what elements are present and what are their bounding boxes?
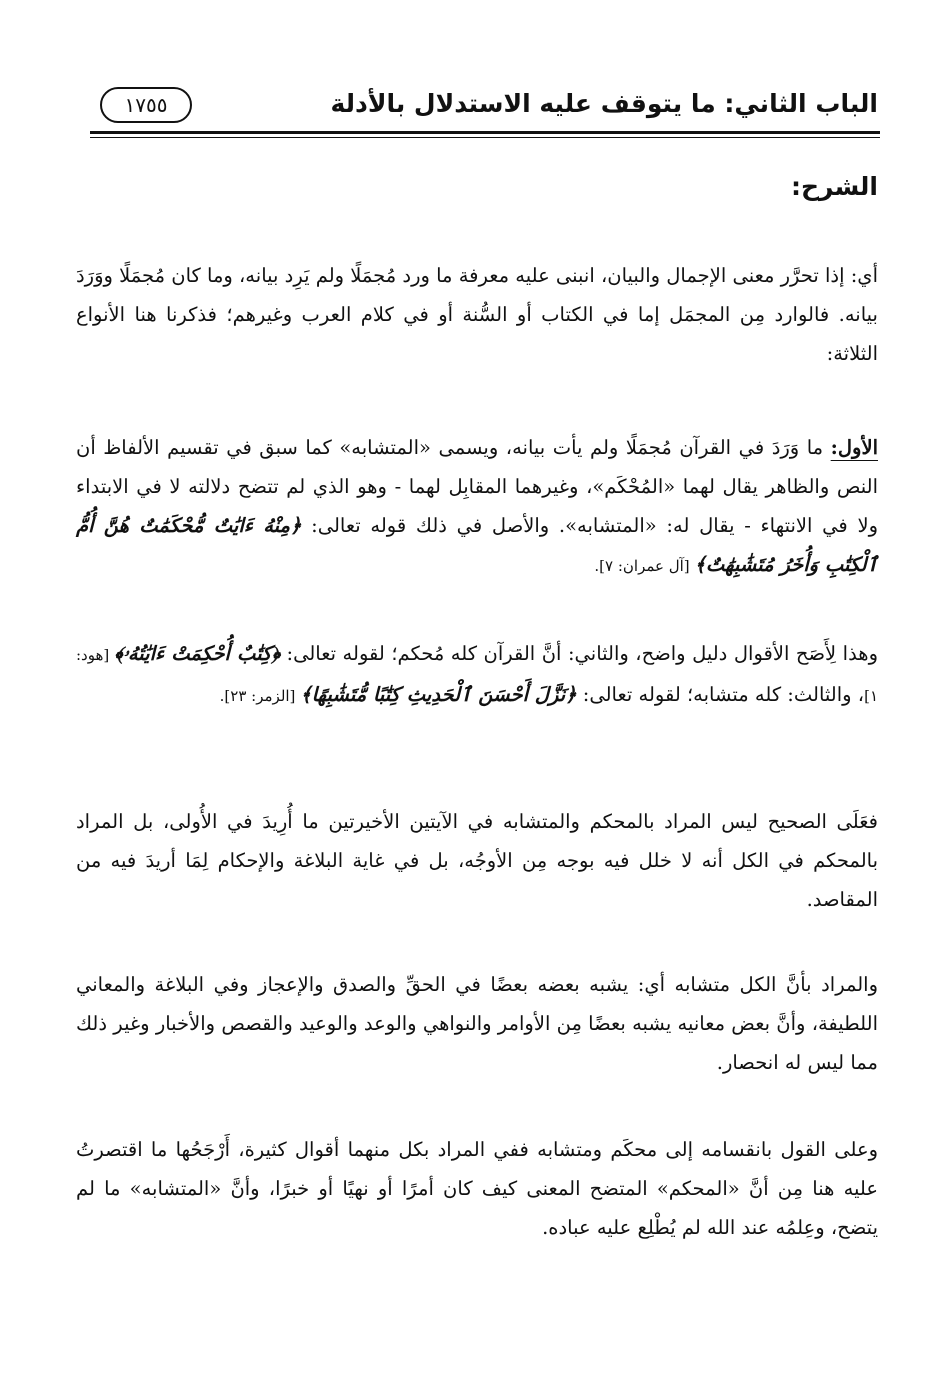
paragraph-5-text: والمراد بأنَّ الكل متشابه أي: يشبه بعضه بعضًا في الحقِّ والصدق والإعجاز وفي البلاغة والمعاني اللطيفة، وأنَّ بعض معانيه يشبه بعضًا مِن الأوامر والنواهي والوعد والوعيد والقصص والأخبار وغير ذلك مما ليس له انحصار. — [76, 972, 878, 1074]
paragraph-3 — [76, 634, 878, 716]
paragraph-6 — [76, 1130, 878, 1247]
paragraph-2-text: ما وَرَدَ في القرآن مُجمَلًا ولم يأت بيانه، ويسمى «المتشابه» كما سبق في تقسيم الألفاظ أن النص والظاهر يقال لهما «المُحْكَم»، وغيرهما المقابِل لهما - وهو الذي لم تتضح دلالته لا في الابتداء ولا في الانتهاء - يقال له: «المتشابه». والأصل في ذلك قوله تعالى: — [76, 435, 878, 537]
verse-reference: [هود: ١] — [76, 645, 878, 705]
header-rule-thick — [90, 131, 880, 134]
section-heading: الشرح: — [791, 172, 878, 201]
paragraph-1 — [76, 256, 878, 373]
page-number-badge — [100, 87, 192, 123]
verse-reference: [الزمر: ٢٣]. — [219, 686, 301, 705]
paragraph-3-text-1: وهذا لِأَصَح الأقوال دليل واضح، والثاني: أنَّ القرآن كله مُحكم؛ لقوله تعالى: — [280, 641, 879, 665]
paragraph-5 — [76, 965, 878, 1082]
paragraph-2 — [76, 428, 878, 586]
quran-verse: ﴿كِتَٰبٌ أُحْكِمَتْ ءَايَٰتُهُۥ﴾ — [114, 641, 280, 665]
paragraph-6-text: وعلى القول بانقسامه إلى محكَم ومتشابه ففي المراد بكل منهما أقوال كثيرة، أَرْجَحُها ما اقتصرتُ عليه هنا مِن أنَّ «المحكم» المتضح المعنى كيف كان أمرًا أو نهيًا أو خبرًا، وأنَّ «المتشابه» ما لم يتضح، وعِلمُه عند الله لم يُطْلِع عليه عباده. — [76, 1137, 878, 1239]
paragraph-1-text: أي: إذا تحرَّر معنى الإجمال والبيان، انبنى عليه معرفة ما ورد مُجمَلًا ولم يَرِد بيانه، وما كان مُجمَلًا ووَرَدَ بيانه. فالوارد مِن المجمَل إما في الكتاب أو السُّنة أو في كلام العرب وغيرهم؛ فذكرنا هنا الأنواع الثلاثة: — [76, 263, 878, 365]
verse-reference: [آل عمران: ٧]. — [594, 556, 695, 575]
quran-verse: ﴿مِنْهُ ءَايَٰتٌ مُّحْكَمَٰتٌ هُنَّ أُمُّ ٱلْكِتَٰبِ وَأُخَرُ مُتَشَٰبِهَٰتٌ﴾ — [76, 513, 878, 576]
quran-verse: ﴿نَزَّلَ أَحْسَنَ ٱلْحَدِيثِ كِتَٰبًا مُّتَشَٰبِهًا﴾ — [300, 682, 577, 706]
paragraph-4-text: فعَلَى الصحيح ليس المراد بالمحكم والمتشابه في الآيتين الأخيرتين ما أُرِيدَ في الأُولى، بل المراد بالمحكم في الكل أنه لا خلل فيه بوجه مِن الأوجُه، بل في غاية البلاغة والإحكام لِمَا أريدَ فيه من المقاصد. — [76, 809, 879, 911]
paragraph-4 — [76, 802, 878, 919]
page-number: ١٧٥٥ — [124, 93, 168, 117]
paragraph-3-text-2: ، والثالث: كله متشابه؛ لقوله تعالى: — [576, 682, 865, 706]
paragraph-2-lead: الأول: — [830, 435, 878, 459]
header-rule-thin — [90, 137, 880, 138]
running-header-title: الباب الثاني: ما يتوقف عليه الاستدلال بالأدلة — [330, 89, 878, 118]
